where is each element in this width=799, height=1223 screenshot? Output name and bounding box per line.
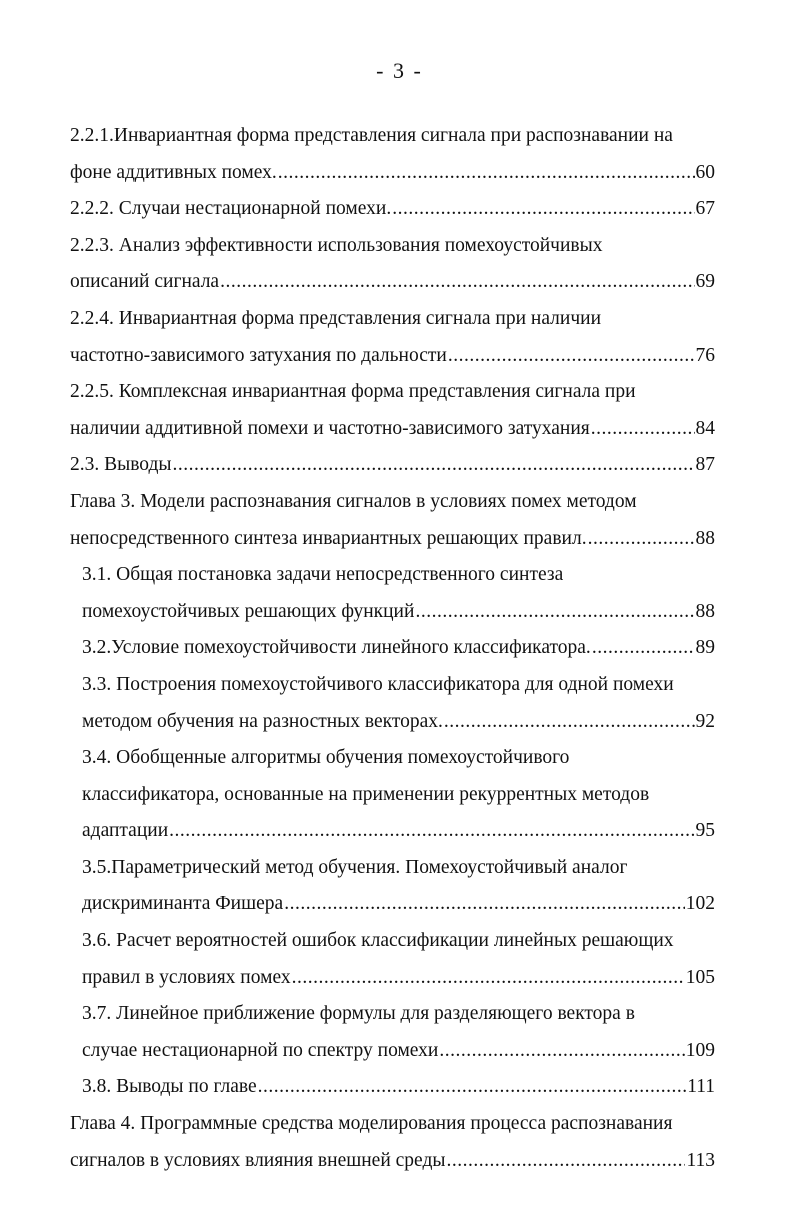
- toc-entry-line: 3.6. Расчет вероятностей ошибок классификации линейных решающих: [82, 930, 674, 952]
- toc-entry: [70, 228, 715, 301]
- toc-entry-page-number: 76: [695, 344, 715, 366]
- table-of-contents: [70, 118, 715, 1179]
- toc-entry-title: частотно-зависимого затухания по дальности: [70, 344, 447, 366]
- toc-entry-page-number: 109: [685, 1039, 715, 1061]
- toc-entry-line: 2.2.3. Анализ эффективности использования помехоустойчивых: [70, 234, 603, 256]
- toc-entry-leader-line: [70, 1143, 715, 1180]
- dot-leader: [592, 630, 695, 667]
- toc-entry: [70, 1069, 715, 1106]
- toc-entry-line: 2.2.4. Инвариантная форма представления сигнала при наличии: [70, 307, 602, 329]
- dot-leader: [591, 411, 695, 448]
- toc-entry: [70, 667, 715, 740]
- toc-entry-line: Глава 3. Модели распознавания сигналов в условиях помех методом: [70, 490, 637, 512]
- dot-leader: [292, 960, 685, 997]
- toc-entry-line: 2.2.1.Инвариантная форма представления сигнала при распознавании на: [70, 125, 673, 146]
- toc-entry-page-number: 88: [695, 600, 715, 622]
- toc-entry-title: помехоустойчивых решающих функций: [82, 600, 415, 622]
- dot-leader: [173, 447, 695, 484]
- toc-entry-title: 2.3. Выводы: [70, 454, 172, 476]
- toc-entry-leader-line: [70, 264, 715, 301]
- toc-entry-line: Глава 4. Программные средства моделирования процесса распознавания: [70, 1113, 673, 1135]
- toc-entry-page-number: 69: [695, 271, 715, 293]
- toc-entry: [70, 996, 715, 1069]
- toc-entry: [70, 923, 715, 996]
- toc-entry-title: сигналов в условиях влияния внешней среды: [70, 1149, 446, 1171]
- toc-entry-leader-line: [82, 594, 715, 631]
- dot-leader: [284, 886, 685, 923]
- toc-entry-line: 3.5.Параметрический метод обучения. Помехоустойчивый аналог: [82, 856, 628, 878]
- toc-entry: [70, 630, 715, 667]
- toc-entry-page-number: 88: [695, 527, 715, 549]
- dot-leader: [258, 1069, 687, 1106]
- toc-entry-title: непосредственного синтеза инвариантных решающих правил.: [70, 527, 587, 549]
- toc-entry-page-number: 89: [695, 637, 715, 659]
- toc-entry-title: фоне аддитивных помех.: [70, 161, 277, 183]
- toc-entry-leader-line: [70, 447, 715, 484]
- toc-entry: [70, 447, 715, 484]
- toc-entry-leader-line: [82, 1069, 715, 1106]
- dot-leader: [448, 338, 695, 375]
- toc-entry-leader-line: [82, 813, 715, 850]
- toc-entry-line: 3.1. Общая постановка задачи непосредственного синтеза: [82, 564, 564, 586]
- toc-entry: [70, 850, 715, 923]
- toc-entry-leader-line: [70, 155, 715, 192]
- toc-entry: [70, 374, 715, 447]
- page-number: - 3 -: [376, 58, 423, 83]
- dot-leader: [169, 813, 694, 850]
- dot-leader: [392, 191, 694, 228]
- toc-entry: [70, 301, 715, 374]
- toc-entry-leader-line: [82, 1033, 715, 1070]
- toc-entry-line: 2.2.5. Комплексная инвариантная форма представления сигнала при: [70, 381, 636, 403]
- toc-entry-title: дискриминанта Фишера: [82, 893, 284, 915]
- toc-entry-page-number: 60: [695, 161, 715, 183]
- toc-entry-page-number: 111: [687, 1076, 715, 1098]
- toc-entry-page-number: 113: [686, 1149, 715, 1171]
- toc-entry-line: 3.4. Обобщенные алгоритмы обучения помехоустойчивого: [82, 747, 570, 769]
- toc-entry-page-number: 105: [685, 966, 715, 988]
- toc-entry-page-number: 102: [685, 893, 715, 915]
- toc-entry-title: наличии аддитивной помехи и частотно-зависимого затухания: [70, 417, 590, 439]
- dot-leader: [278, 155, 695, 192]
- dot-leader: [444, 704, 695, 741]
- toc-entry: [70, 557, 715, 630]
- toc-entry-leader-line: [70, 521, 715, 558]
- dot-leader: [415, 594, 694, 631]
- dot-leader: [220, 264, 694, 301]
- toc-entry-title: адаптации: [82, 820, 169, 842]
- toc-entry-leader-line: [82, 704, 715, 741]
- toc-entry-title: 3.2.Условие помехоустойчивости линейного классификатора.: [82, 637, 591, 659]
- toc-entry-page-number: 95: [695, 820, 715, 842]
- toc-entry: [70, 1106, 715, 1179]
- toc-entry: [70, 191, 715, 228]
- toc-entry-title: 2.2.2. Случаи нестационарной помехи.: [70, 198, 392, 220]
- toc-entry-title: случае нестационарной по спектру помехи: [82, 1039, 439, 1061]
- toc-entry-page-number: 84: [695, 417, 715, 439]
- toc-entry-leader-line: [82, 630, 715, 667]
- toc-entry-leader-line: [70, 411, 715, 448]
- toc-entry-title: описаний сигнала: [70, 271, 220, 293]
- dot-leader: [588, 521, 695, 558]
- toc-entry-title: правил в условиях помех: [82, 966, 291, 988]
- toc-entry-leader-line: [70, 338, 715, 375]
- toc-entry: [70, 118, 715, 191]
- toc-entry-title: методом обучения на разностных векторах.: [82, 710, 443, 732]
- toc-entry-title: 3.8. Выводы по главе: [82, 1076, 257, 1098]
- toc-entry-page-number: 67: [695, 198, 715, 220]
- toc-entry-line: классификатора, основанные на применении рекуррентных методов: [82, 783, 650, 805]
- toc-entry: [70, 484, 715, 557]
- toc-entry-leader-line: [82, 960, 715, 997]
- dot-leader: [439, 1033, 684, 1070]
- toc-entry-line: 3.7. Линейное приближение формулы для разделяющего вектора в: [82, 1003, 635, 1025]
- toc-entry-leader-line: [82, 886, 715, 923]
- toc-entry-page-number: 92: [695, 710, 715, 732]
- toc-entry-leader-line: [70, 191, 715, 228]
- toc-entry-line: 3.3. Построения помехоустойчивого классификатора для одной помехи: [82, 673, 674, 695]
- toc-entry-page-number: 87: [695, 454, 715, 476]
- dot-leader: [446, 1143, 685, 1180]
- toc-entry: [70, 740, 715, 850]
